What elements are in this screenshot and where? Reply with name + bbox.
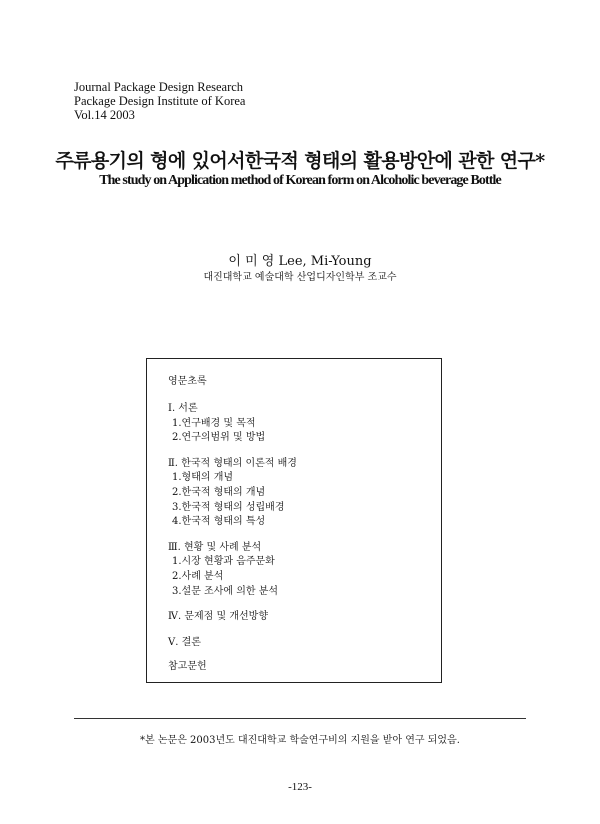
- toc-section-3: Ⅲ. 현황 및 사례 분석: [168, 542, 262, 553]
- journal-volume: Vol.14 2003: [74, 108, 135, 122]
- author-name: 이 미 영 Lee, Mi-Young: [228, 254, 372, 269]
- toc-subsection: 1.시장 현황과 음주문화: [172, 556, 275, 567]
- table-of-contents: [146, 358, 442, 683]
- author-affiliation: 대진대학교 예술대학 산업디자인학부 조교수: [203, 272, 397, 283]
- toc-subsection: 2.연구의범위 및 방법: [172, 432, 266, 443]
- toc-subsection: 3.설문 조사에 의한 분석: [172, 586, 279, 597]
- toc-subsection: 1.형태의 개념: [172, 472, 234, 483]
- toc-subsection: 1.연구배경 및 목적: [172, 418, 256, 429]
- toc-references: 참고문헌: [168, 661, 207, 672]
- journal-header: [74, 80, 245, 122]
- toc-subsection: 2.한국적 형태의 개념: [172, 487, 266, 498]
- toc-section-2: Ⅱ. 한국적 형태의 이론적 배경: [168, 458, 297, 469]
- toc-section-5: Ⅴ. 결론: [168, 637, 201, 648]
- toc-section-4: Ⅳ. 문제점 및 개선방향: [168, 611, 268, 622]
- footnote: *본 논문은 2003년도 대진대학교 학술연구비의 지원을 받아 연구 되었음.: [140, 735, 460, 746]
- toc-section-1: Ⅰ. 서론: [168, 403, 198, 414]
- toc-subsection: 4.한국적 형태의 특성: [172, 516, 266, 527]
- toc-subsection: 2.사례 분석: [172, 571, 224, 582]
- paper-title-korean: 주류용기의 형에 있어서한국적 형태의 활용방안에 관한 연구*: [55, 150, 545, 172]
- footnote-divider: [74, 718, 526, 719]
- journal-name: Journal Package Design Research: [74, 80, 244, 94]
- paper-title-english: The study on Application method of Korean form on Alcoholic beverage Bottle: [99, 173, 501, 188]
- institute-name: Package Design Institute of Korea: [74, 94, 246, 108]
- toc-subsection: 3.한국적 형태의 성립배경: [172, 502, 285, 513]
- page-number: -123-: [288, 781, 312, 793]
- toc-abstract: 영문초록: [168, 376, 207, 387]
